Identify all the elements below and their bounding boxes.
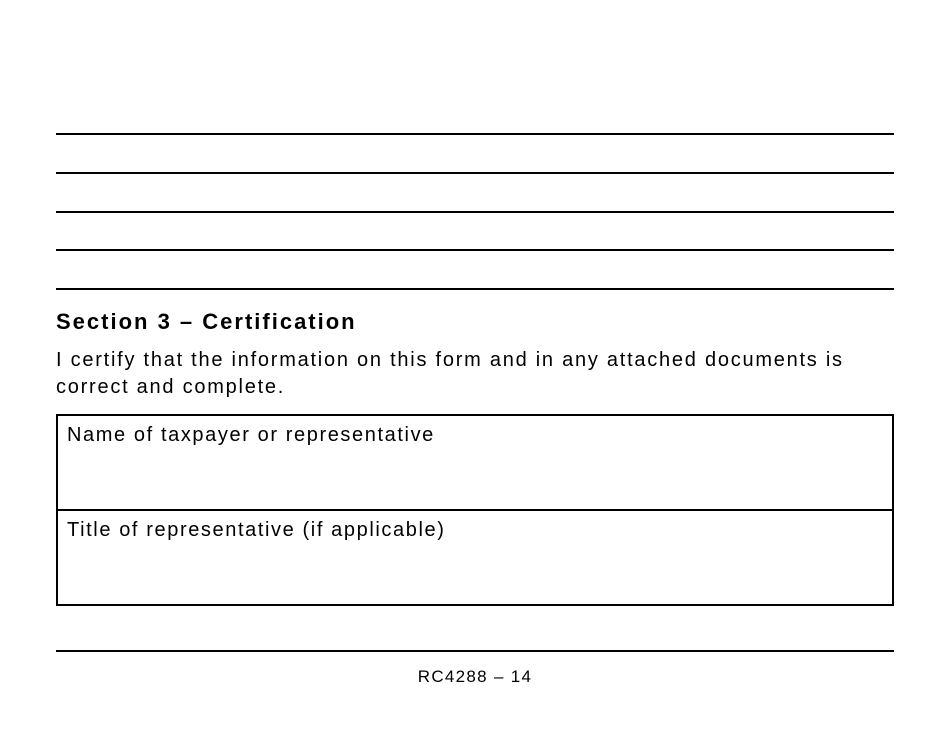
writing-line[interactable] bbox=[56, 249, 894, 251]
writing-line[interactable] bbox=[56, 288, 894, 290]
writing-line[interactable] bbox=[56, 172, 894, 174]
taxpayer-name-label: Name of taxpayer or representative bbox=[67, 424, 435, 446]
representative-title-input[interactable] bbox=[67, 551, 883, 596]
page-number: RC4288 – 14 bbox=[417, 667, 533, 686]
section-title: Section 3 – Certification bbox=[56, 309, 357, 334]
writing-line[interactable] bbox=[56, 133, 894, 135]
footer-divider bbox=[56, 650, 894, 652]
representative-title-field[interactable] bbox=[56, 509, 894, 606]
taxpayer-name-input[interactable] bbox=[67, 456, 883, 501]
taxpayer-name-field[interactable] bbox=[56, 414, 894, 511]
writing-line[interactable] bbox=[56, 211, 894, 213]
representative-title-label: Title of representative (if applicable) bbox=[67, 519, 446, 541]
certification-statement: I certify that the information on this form and in any attached documents is correct and complete. bbox=[56, 349, 844, 398]
